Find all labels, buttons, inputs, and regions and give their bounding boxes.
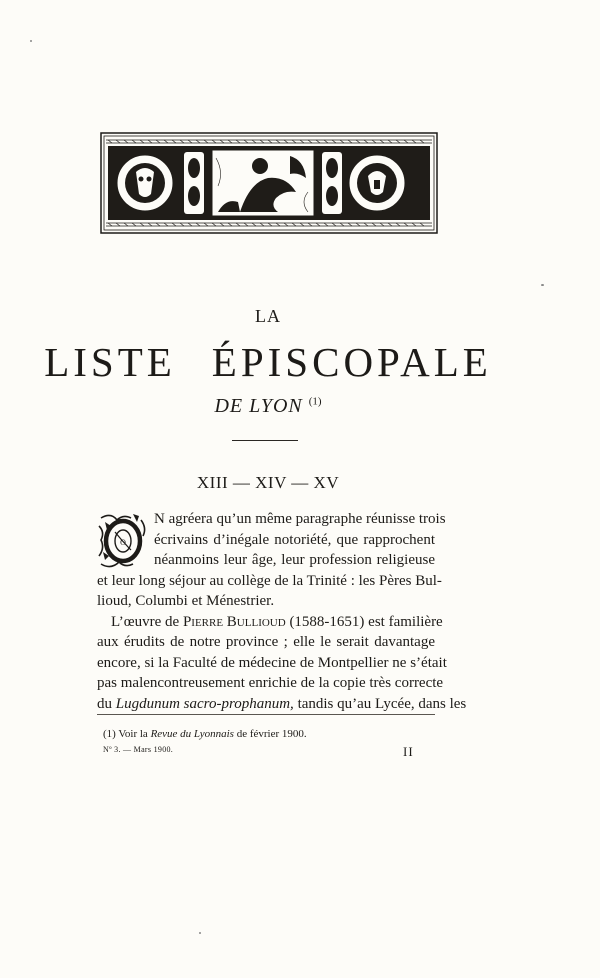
section-heading: XIII — XIV — XV [196, 473, 340, 492]
title-kicker: LA [255, 306, 281, 326]
body-line: écrivains d’inégale notoriété, que rapprochent [154, 531, 435, 548]
issue-signature: Nº 3. — Mars 1900. [103, 745, 174, 754]
body-line: aux érudits de notre province ; elle le serait davantage [97, 634, 435, 650]
body-line: néanmoins leur âge, leur profession religieuse [154, 552, 435, 568]
body-line [97, 612, 443, 633]
footnote-divider [97, 714, 435, 715]
page-title [0, 338, 568, 386]
body-line: et leur long séjour au collège de la Trinité : les Pères Bul- [97, 572, 442, 589]
body-text [97, 509, 467, 714]
body-line-rest: (1588-1651) est familière [285, 613, 443, 630]
headpiece-ornament [100, 132, 438, 234]
body-line-start: L’œuvre de [111, 613, 183, 630]
title-word-1: LISTE [44, 339, 176, 385]
footnote [103, 728, 433, 740]
footnote-text-start: (1) Voir la [103, 728, 151, 740]
scan-speck [30, 40, 32, 42]
footnote-text-end: de février 1900. [233, 728, 307, 740]
body-line-rest: tandis qu’au Lycée, dans les [293, 695, 467, 712]
body-line: lioud, Columbi et Ménestrier. [97, 593, 275, 609]
work-title: Lugdunum sacro-prophanum, [115, 695, 294, 712]
body-line [97, 694, 467, 715]
scan-speck [199, 932, 201, 934]
scan-speck [541, 284, 544, 286]
author-name: Pierre Bullioud [182, 613, 286, 630]
body-line: pas malencontreusement enrichie de la copie très correcte [97, 675, 444, 691]
drop-cap-letter: O [120, 538, 126, 547]
body-line: N agréera qu’un même paragraphe réunisse trois [154, 511, 446, 527]
body-line: encore, si la Faculté de médecine de Montpellier ne s’était [97, 654, 447, 671]
footnote-journal: Revue du Lyonnais [150, 728, 234, 740]
sheet-signature: II [403, 744, 414, 759]
title-divider [232, 440, 298, 441]
subtitle-text: DE LYON [214, 395, 303, 417]
body-line-start: du [97, 695, 116, 712]
page-subtitle [0, 395, 568, 418]
title-word-2: ÉPISCOPALE [211, 339, 492, 385]
footnote-marker: (1) [308, 395, 322, 408]
